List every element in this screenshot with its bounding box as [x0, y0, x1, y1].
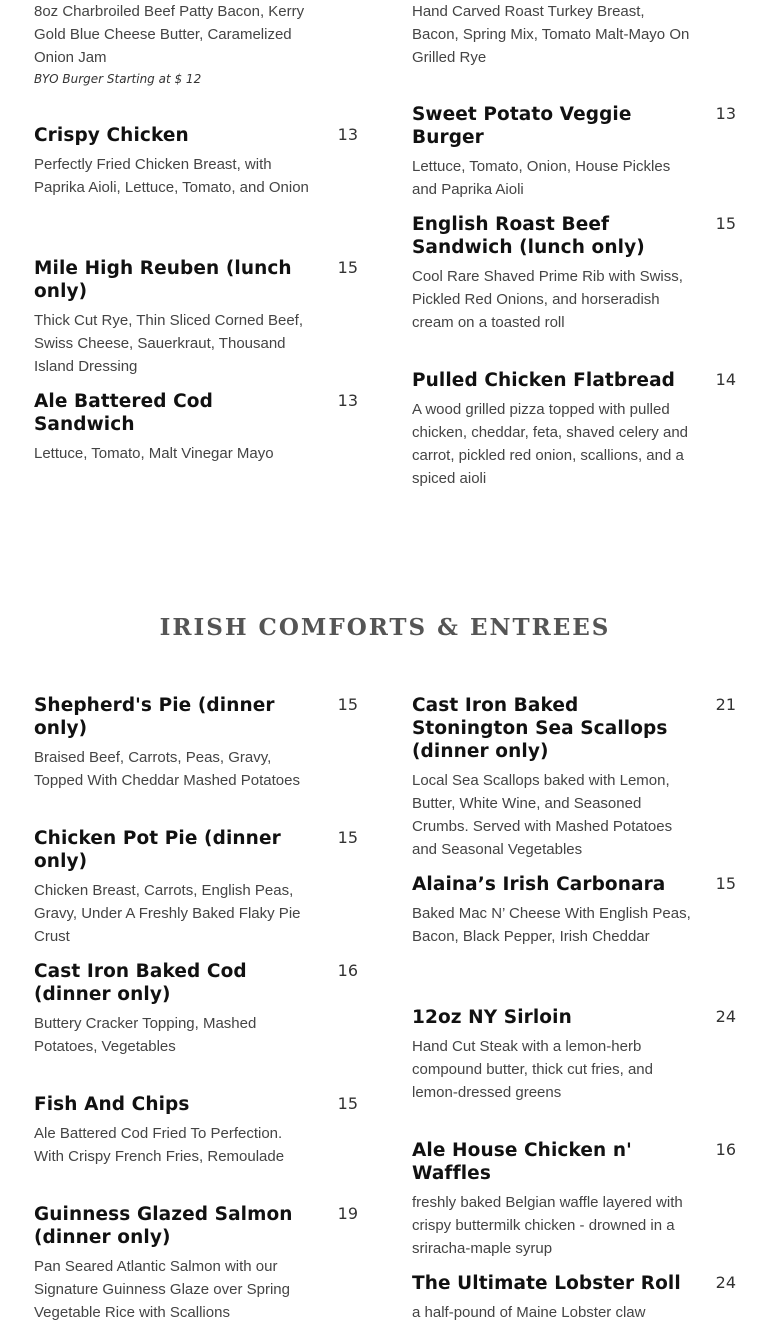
item-description: freshly baked Belgian waffle layered with crispy buttermilk chicken - drowned in a sriracha-maple syrup	[412, 1194, 683, 1257]
byo-burger-note: BYO Burger Starting at $ 12	[34, 72, 202, 86]
menu-item	[34, 257, 358, 378]
item-description: A wood grilled pizza topped with pulled chicken, cheddar, feta, shaved celery and carrot, pickled red onion, scallions, and a spiced aioli	[412, 401, 689, 487]
menu-item	[34, 694, 358, 792]
menu-item-fragment-left	[34, 0, 358, 87]
menu-item	[412, 1006, 736, 1104]
item-name: Chicken Pot Pie (dinner only)	[34, 828, 281, 872]
item-description: Pan Seared Atlantic Salmon with our Signature Guinness Glaze over Spring Vegetable Rice with Scallions	[34, 1258, 290, 1321]
item-name: Fish And Chips	[34, 1094, 190, 1115]
item-description: Ale Battered Cod Fried To Perfection. With Crispy French Fries, Remoulade	[34, 1125, 285, 1165]
section-title: IRISH COMFORTS & ENTREES	[159, 614, 611, 641]
item-name: Cast Iron Baked Cod (dinner only)	[34, 961, 247, 1005]
item-name: Guinness Glazed Salmon (dinner only)	[34, 1204, 293, 1248]
menu-item	[412, 369, 736, 490]
menu-item	[34, 390, 358, 465]
menu-item	[412, 694, 736, 861]
item-name: Cast Iron Baked Stonington Sea Scallops (dinner only)	[412, 695, 668, 762]
item-price: 15	[715, 214, 736, 233]
item-price: 24	[715, 1273, 736, 1292]
item-name: The Ultimate Lobster Roll	[412, 1273, 681, 1294]
menu-item	[34, 960, 358, 1058]
item-price: 19	[337, 1204, 358, 1223]
item-description: Local Sea Scallops baked with Lemon, Butter, White Wine, and Seasoned Crumbs. Served with Mashed Potatoes and Seasonal Vegetables	[412, 772, 673, 858]
menu-item	[412, 1139, 736, 1260]
menu-item	[412, 103, 736, 201]
menu-item	[34, 1203, 358, 1324]
item-name: Ale Battered Cod Sandwich	[34, 391, 213, 435]
item-description: Lettuce, Tomato, Onion, House Pickles and Paprika Aioli	[412, 158, 671, 198]
item-price: 16	[715, 1140, 736, 1159]
item-price: 15	[337, 1094, 358, 1113]
item-price: 24	[715, 1007, 736, 1026]
item-price: 13	[715, 104, 736, 123]
item-description: Hand Carved Roast Turkey Breast, Bacon, Spring Mix, Tomato Malt-Mayo On Grilled Rye	[412, 3, 690, 66]
item-price: 13	[337, 391, 358, 410]
item-description: Chicken Breast, Carrots, English Peas, Gravy, Under A Freshly Baked Flaky Pie Crust	[34, 882, 301, 945]
item-name: 12oz NY Sirloin	[412, 1007, 572, 1028]
menu-item-fragment-right	[412, 0, 736, 69]
item-price: 16	[337, 961, 358, 980]
item-price: 13	[337, 125, 358, 144]
item-description: Buttery Cracker Topping, Mashed Potatoes, Vegetables	[34, 1015, 257, 1055]
item-name: Crispy Chicken	[34, 125, 189, 146]
menu-item	[34, 827, 358, 948]
item-description: Cool Rare Shaved Prime Rib with Swiss, Pickled Red Onions, and horseradish cream on a toasted roll	[412, 268, 683, 331]
item-name: Sweet Potato Veggie Burger	[412, 104, 632, 148]
item-description: Hand Cut Steak with a lemon-herb compound butter, thick cut fries, and lemon-dressed greens	[412, 1038, 653, 1101]
menu-item	[412, 1272, 736, 1324]
menu-item	[412, 213, 736, 334]
item-description: Thick Cut Rye, Thin Sliced Corned Beef, Swiss Cheese, Sauerkraut, Thousand Island Dressing	[34, 312, 304, 375]
item-price: 15	[337, 828, 358, 847]
item-description: Lettuce, Tomato, Malt Vinegar Mayo	[34, 445, 274, 462]
item-description: Perfectly Fried Chicken Breast, with Paprika Aioli, Lettuce, Tomato, and Onion	[34, 156, 309, 196]
item-price: 15	[337, 695, 358, 714]
item-description: Braised Beef, Carrots, Peas, Gravy, Topped With Cheddar Mashed Potatoes	[34, 749, 300, 789]
item-price: 14	[715, 370, 736, 389]
menu-item	[34, 1093, 358, 1168]
item-price: 21	[715, 695, 736, 714]
item-name: Alaina’s Irish Carbonara	[412, 874, 666, 895]
item-price: 15	[337, 258, 358, 277]
item-price: 15	[715, 874, 736, 893]
menu-item	[34, 124, 358, 199]
item-description: 8oz Charbroiled Beef Patty Bacon, Kerry Gold Blue Cheese Butter, Caramelized Onion Jam	[34, 3, 305, 66]
item-name: Ale House Chicken n' Waffles	[412, 1140, 632, 1184]
item-description: Baked Mac N’ Cheese With English Peas, Bacon, Black Pepper, Irish Cheddar	[412, 905, 691, 945]
item-name: Shepherd's Pie (dinner only)	[34, 695, 275, 739]
menu-item	[412, 873, 736, 948]
item-description: a half-pound of Maine Lobster claw	[412, 1304, 646, 1321]
item-name: Pulled Chicken Flatbread	[412, 370, 676, 391]
item-name: Mile High Reuben (lunch only)	[34, 258, 292, 302]
item-name: English Roast Beef Sandwich (lunch only)	[412, 214, 645, 258]
